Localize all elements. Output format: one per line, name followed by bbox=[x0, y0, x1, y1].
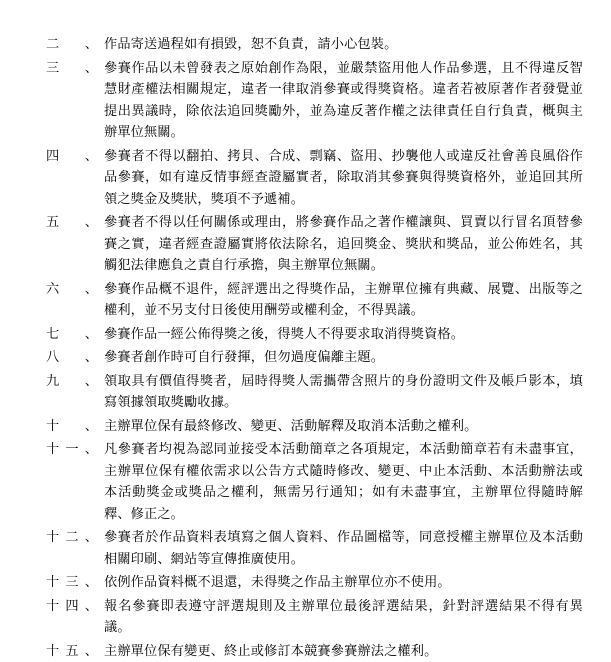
clause-text: 參賽作品以未曾發表之原始創作為限，並嚴禁盜用他人作品參選，且不得違反智慧財產權法相關規定，違者一律取消參賽或得獎資格。違者若被原著作者發覺並提出異議時，除依法追回獎勵外，並為違反著作權之法律責任自行負責，概與主辦單位無關。 bbox=[104, 58, 583, 144]
clause-text: 參賽者不得以任何關係或理由，將參賽作品之著作權讓與、買賣以行冒名頂替參賽之實，違者經查證屬實將依法除名，追回獎金、獎狀和獎品，並公佈姓名，其觸犯法律應負之責自行承擔，與主辦單位無關。 bbox=[104, 212, 583, 277]
clause-text: 作品寄送過程如有損毀，恕不負責，請小心包裝。 bbox=[104, 34, 583, 56]
clause-item bbox=[46, 58, 583, 144]
clause-item bbox=[46, 416, 583, 438]
clause-item bbox=[46, 572, 583, 594]
clause-item bbox=[46, 279, 583, 322]
clause-text: 領取具有價值得獎者，屆時得獎人需攜帶含照片的身份證明文件及帳戶影本，填寫領據領取獎勵收據。 bbox=[104, 371, 583, 414]
clause-text: 主辦單位保有最終修改、變更、活動解釋及取消本活動之權利。 bbox=[104, 416, 583, 438]
clause-marker: 十、 bbox=[46, 416, 104, 438]
clause-text: 凡參賽者均視為認同並接受本活動簡章之各項規定，本活動簡章若有未盡事宜，主辦單位保有權依需求以公告方式隨時修改、變更、中止本活動、本活動辦法或本活動獎金或獎品之權利，無需另行通知；如有未盡事宜，主辦單位得隨時解釋、修正之。 bbox=[104, 439, 583, 525]
clause-marker: 六、 bbox=[46, 279, 104, 301]
clause-text: 參賽作品概不退件，經評選出之得獎作品，主辦單位擁有典藏、展覽、出版等之權利，並不另支付日後使用酬勞或權利金，不得異議。 bbox=[104, 279, 583, 322]
clause-text: 依例作品資料概不退還，未得獎之作品主辦單位亦不使用。 bbox=[104, 572, 583, 594]
clause-text: 參賽者不得以翻拍、拷貝、合成、剽竊、盜用、抄襲他人或違反社會善良風俗作品參賽，如有違反情事經查證屬實者，除取消其參賽與得獎資格外，並追回其所領之獎金及獎狀，獎項不予遞補。 bbox=[104, 146, 583, 211]
clause-marker: 五、 bbox=[46, 212, 104, 234]
clause-text: 主辦單位保有變更、終止或修訂本競賽參賽辦法之權利。 bbox=[104, 641, 583, 662]
clause-item bbox=[46, 527, 583, 570]
clause-marker: 十二、 bbox=[46, 527, 104, 549]
clause-text: 報名參賽即表遵守評選規則及主辦單位最後評選結果，針對評選結果不得有異議。 bbox=[104, 596, 583, 639]
clause-item bbox=[46, 641, 583, 662]
clause-item bbox=[46, 212, 583, 277]
clause-marker: 八、 bbox=[46, 347, 104, 369]
clause-text: 參賽作品一經公佈得獎之後，得獎人不得要求取消得獎資格。 bbox=[104, 324, 583, 346]
clause-marker: 二、 bbox=[46, 34, 104, 56]
clause-marker: 三、 bbox=[46, 58, 104, 80]
clause-marker: 十五、 bbox=[46, 641, 104, 662]
clause-item bbox=[46, 347, 583, 369]
clause-item bbox=[46, 596, 583, 639]
clause-text: 參賽者創作時可自行發揮，但勿過度偏離主題。 bbox=[104, 347, 583, 369]
clause-marker: 十一、 bbox=[46, 439, 104, 461]
clause-item bbox=[46, 371, 583, 414]
clause-marker: 九、 bbox=[46, 371, 104, 393]
clause-item bbox=[46, 34, 583, 56]
clause-text: 參賽者於作品資料表填寫之個人資料、作品圖檔等，同意授權主辦單位及本活動相關印刷、網站等宣傳推廣使用。 bbox=[104, 527, 583, 570]
clause-marker: 四、 bbox=[46, 146, 104, 168]
clause-marker: 十四、 bbox=[46, 596, 104, 618]
clause-marker: 十三、 bbox=[46, 572, 104, 594]
clause-item bbox=[46, 146, 583, 211]
clause-item bbox=[46, 439, 583, 525]
clause-marker: 七、 bbox=[46, 324, 104, 346]
clause-item bbox=[46, 324, 583, 346]
